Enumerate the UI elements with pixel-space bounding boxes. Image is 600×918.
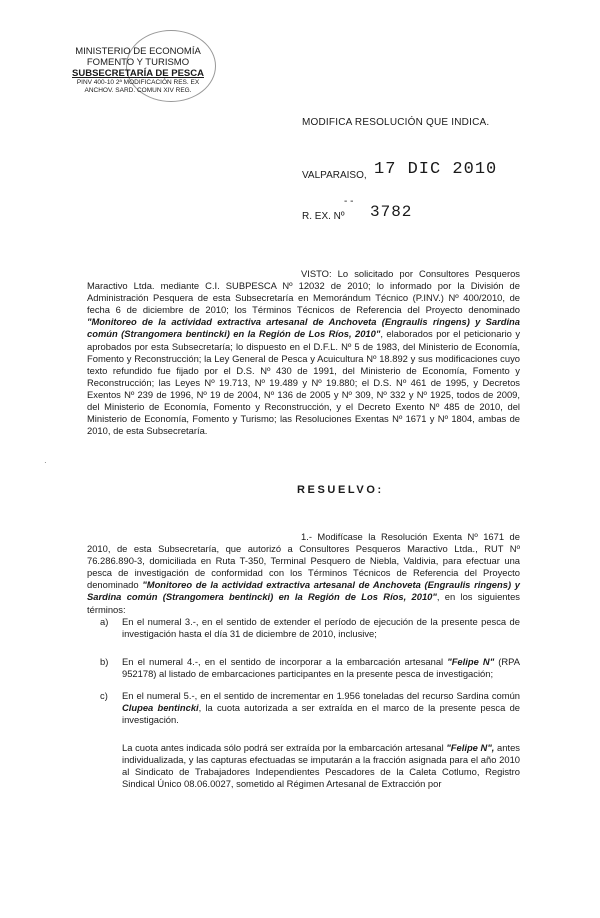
- item-label: a): [100, 616, 109, 627]
- date-stamp: 17 DIC 2010: [374, 160, 498, 179]
- ministry-header: [58, 46, 218, 95]
- list-item-c: [100, 690, 520, 726]
- item-label: c): [100, 690, 108, 701]
- visto-paragraph: [87, 268, 520, 437]
- point1-text-1: 1.- Modifícase la Resolución Exenta Nº 1671 de 2010, de esta Subsecretaría, que autorizó a Consultores Pesqueros Maractivo Ltda., RUT Nº 76.286.890-3, domiciliada en Ruta T-350, Terminal Pesquero de Niebla, Valdivia, para efectuar una pesca de investigación de conformidad con los Términos Técnicos de Referencia del Proyecto denominado: [87, 531, 520, 591]
- item-text: [122, 656, 520, 680]
- rex-dash: - -: [344, 196, 354, 207]
- item-text: [122, 690, 520, 726]
- rex-label: R. EX. Nº: [302, 211, 345, 222]
- margin-mark: ·: [44, 458, 47, 467]
- resuelvo-heading: RESUELVO:: [297, 484, 384, 496]
- vessel-name: "Felipe N": [447, 656, 495, 667]
- visto-text-2: , elaborados por el peticionario y aprobados por esta Subsecretaría; lo dispuesto en el D.F.L. Nº 5 de 1983, del Ministerio de Economía, Fomento y Reconstrucción; la Ley General de Pesca y Acuicultura Nº 18.892 y sus modificaciones cuyo texto refundido fue fijado por el D.S. Nº 430 de 1991, del Ministerio de Economía, Fomento y Reconstrucción; las Leyes Nº 19.713, Nº 19.489 y Nº 19.880; el D.S. Nº 461 de 1995, y Decretos Exentos Nº 239 de 1996, Nº 19 de 2004, Nº 136 de 2005 y Nº 309, Nº 332 y Nº 1925, todos de 2009, del Ministerio de Economía, Fomento y Reconstrucción, y el Decreto Exento Nº 485 de 2010, del Ministerio de Economía, Fomento y Turismo; las Resoluciones Exentas Nº 1671 y Nº 1804, ambas de 2010, de esta Subsecretaría.: [87, 328, 521, 437]
- item-text: En el numeral 3.-, en el sentido de extender el período de ejecución de la presente pesca de investigación hasta el día 31 de diciembre de 2010, inclusive;: [122, 616, 520, 640]
- list-item-a: [100, 616, 520, 640]
- final-vessel-name: "Felipe N",: [446, 742, 495, 753]
- reference-line-1: PINV 400-10 2ª MODIFICACIÓN RES. EX: [76, 79, 200, 86]
- visto-project-title: "Monitoreo de la actividad extractiva artesanal de Anchoveta (Engraulis ringens) y Sardina común (Strangomera bentincki) en la Región de Los Ríos, 2010": [87, 316, 520, 340]
- ministry-line-2: FOMENTO Y TURISMO: [86, 57, 190, 68]
- item-b-text-1: En el numeral 4.-, en el sentido de incorporar a la embarcación artesanal: [122, 656, 448, 667]
- document-subject: MODIFICA RESOLUCIÓN QUE INDICA.: [302, 117, 490, 128]
- point1-text-2: , en los siguientes términos:: [87, 591, 520, 615]
- list-item-b: [100, 656, 520, 680]
- point1-project-title: "Monitoreo de la actividad extractiva artesanal de Anchoveta (Engraulis ringens) y Sardina común (Strangomera bentincki) en la Región de Los Ríos, 2010": [87, 579, 520, 603]
- item-label: b): [100, 656, 109, 667]
- final-text-1: La cuota antes indicada sólo podrá ser extraída por la embarcación artesanal: [122, 742, 447, 753]
- reference-line-2: ANCHOV. SARD. COMUN XIV REG.: [84, 87, 192, 94]
- place-label: VALPARAISO,: [302, 170, 367, 181]
- visto-text-1: VISTO: Lo solicitado por Consultores Pesqueros Maractivo Ltda. mediante C.I. SUBPESCA Nº 12032 de 2010; lo informado por la División de Administración Pesquera de esta Subsecretaría en Memorándum Técnico (P.INV.) Nº 400/2010, de fecha 6 de diciembre de 2010; los Términos Técnicos de Referencia del Proyecto denominado: [87, 268, 520, 316]
- final-text-2: antes individualizada, y las capturas efectuadas se imputarán a la fracción asignada para el año 2010 al Sindicato de Trabajadores Independientes Pescadores de la Caleta Cotlumo, Registro Sindical Único 08.06.0027, sometido al Régimen Artesanal de Extracción por: [122, 742, 520, 790]
- resolution-point-1: [87, 531, 520, 616]
- final-paragraph: [122, 742, 520, 790]
- species-name: Clupea bentincki: [122, 702, 199, 714]
- ministry-line-1: MINISTERIO DE ECONOMÍA: [75, 46, 201, 57]
- rex-number: 3782: [370, 203, 413, 221]
- item-b-text-2: (RPA 952178) al listado de embarcaciones participantes en la presente pesca de investigación;: [122, 656, 520, 680]
- item-c-text-2: , la cuota autorizada a ser extraída en el marco de la presente pesca de investigación.: [122, 702, 520, 726]
- item-c-text-1: En el numeral 5.-, en el sentido de incrementar en 1.956 toneladas del recurso Sardina común: [122, 690, 520, 701]
- subsecretaria-line: SUBSECRETARÍA DE PESCA: [72, 68, 204, 79]
